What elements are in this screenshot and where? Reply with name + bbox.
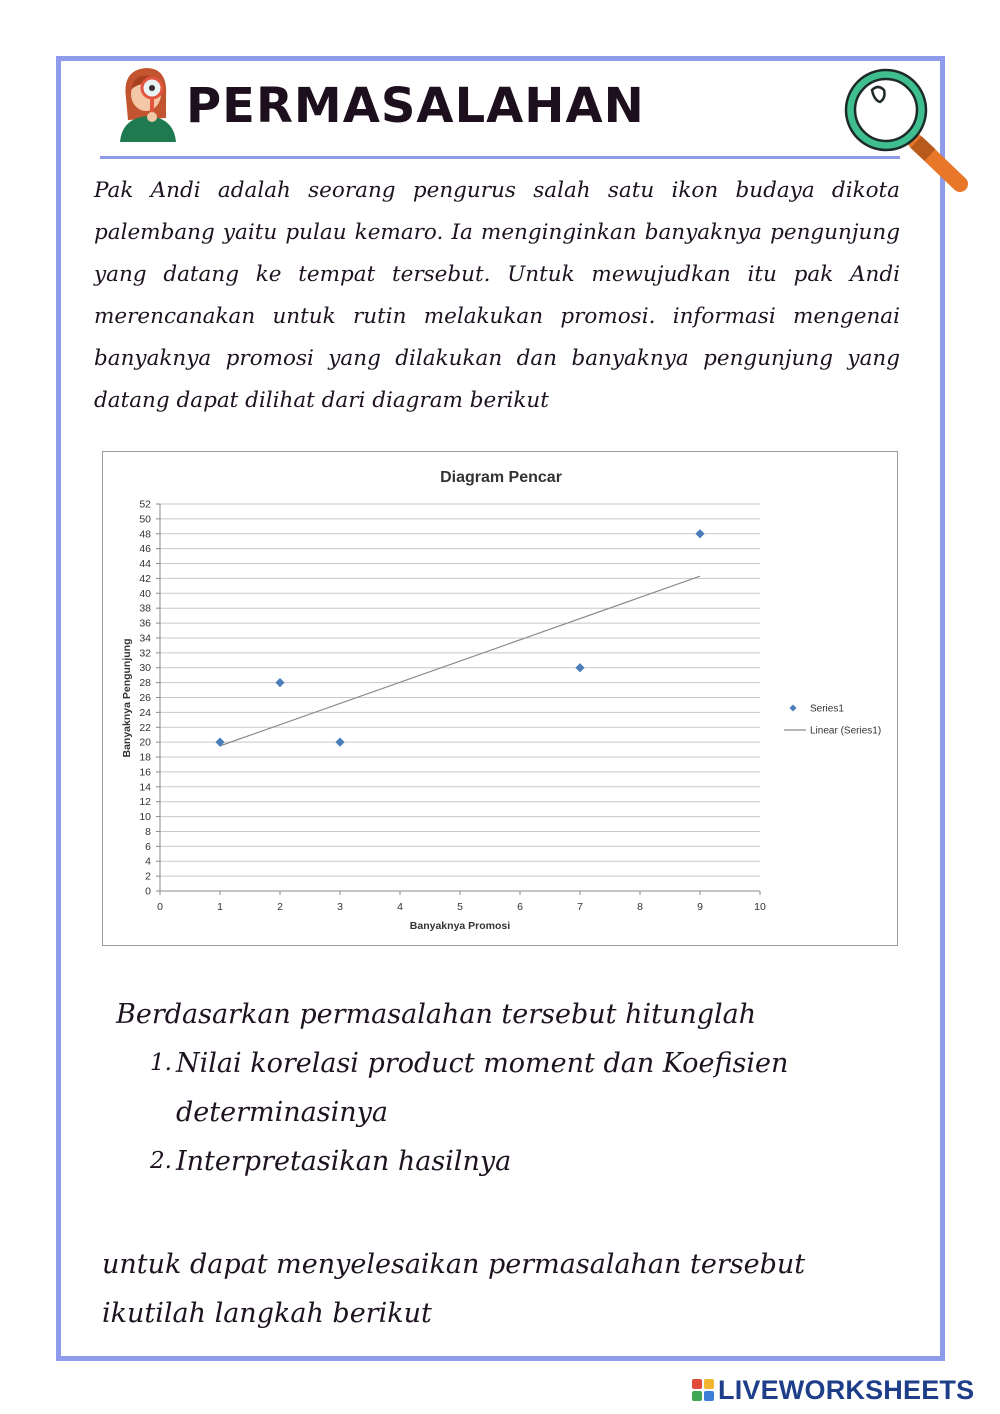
y-tick-label: 0 bbox=[145, 885, 151, 898]
x-tick-label: 6 bbox=[517, 901, 523, 913]
y-tick-label: 10 bbox=[139, 811, 151, 824]
y-tick-label: 30 bbox=[139, 662, 151, 675]
chart-canvas bbox=[103, 452, 899, 947]
legend-marker bbox=[790, 705, 797, 712]
y-tick-label: 50 bbox=[139, 513, 151, 526]
task-text: Nilai korelasi product moment dan Koefisien determinasinya bbox=[176, 1048, 789, 1128]
y-tick-label: 20 bbox=[139, 736, 151, 749]
x-tick-label: 3 bbox=[337, 901, 343, 913]
legend-label: Series1 bbox=[810, 703, 844, 715]
x-tick-label: 2 bbox=[277, 901, 283, 913]
x-tick-label: 4 bbox=[397, 901, 403, 913]
y-tick-label: 40 bbox=[139, 587, 151, 600]
y-tick-label: 14 bbox=[139, 781, 151, 794]
data-point bbox=[335, 738, 344, 747]
intro-paragraph: Pak Andi adalah seorang pengurus salah satu ikon budaya dikota palembang yaitu pulau kemaro. Ia menginginkan banyaknya pengunjung yang datang ke tempat tersebut. Untuk mewujudkan itu pak Andi merencanakan untuk rutin melakukan promosi. informasi mengenai banyaknya promosi yang dilakukan dan banyaknya pengunjung yang datang dapat dilihat dari diagram berikut bbox=[94, 178, 900, 413]
y-tick-label: 26 bbox=[139, 692, 151, 704]
closing-text: untuk dapat menyelesaikan permasalahan tersebut ikutilah langkah berikut bbox=[102, 1249, 806, 1329]
task-number: 1. bbox=[150, 1050, 172, 1076]
y-tick-label: 12 bbox=[139, 796, 151, 809]
legend-label: Linear (Series1) bbox=[810, 725, 882, 737]
y-tick-label: 48 bbox=[139, 528, 151, 541]
y-tick-label: 34 bbox=[139, 632, 151, 645]
y-tick-label: 4 bbox=[145, 855, 151, 868]
task-text: Interpretasikan hasilnya bbox=[176, 1146, 512, 1177]
task-item bbox=[150, 1137, 870, 1186]
y-tick-label: 28 bbox=[139, 677, 151, 690]
y-tick-label: 2 bbox=[145, 870, 151, 883]
x-tick-label: 10 bbox=[754, 901, 766, 913]
y-tick-label: 18 bbox=[139, 751, 151, 764]
data-point bbox=[215, 738, 224, 747]
y-tick-label: 38 bbox=[139, 602, 151, 615]
liveworksheets-logo[interactable] bbox=[692, 1374, 974, 1406]
y-tick-label: 52 bbox=[139, 498, 151, 511]
y-tick-label: 22 bbox=[139, 721, 151, 734]
y-tick-label: 46 bbox=[139, 543, 151, 556]
data-point bbox=[695, 529, 704, 538]
page-title: PERMASALAHAN bbox=[186, 78, 645, 134]
x-tick-label: 8 bbox=[637, 901, 643, 913]
y-tick-label: 36 bbox=[139, 617, 151, 630]
task-number: 2. bbox=[150, 1148, 172, 1174]
trendline bbox=[220, 576, 700, 746]
x-tick-label: 7 bbox=[577, 901, 583, 913]
x-tick-label: 1 bbox=[217, 901, 223, 913]
x-axis-label: Banyaknya Promosi bbox=[409, 920, 511, 932]
question-text: Berdasarkan permasalahan tersebut hitunglah bbox=[116, 999, 757, 1030]
data-point bbox=[575, 663, 584, 672]
chart-title: Diagram Pencar bbox=[440, 469, 562, 486]
y-tick-label: 44 bbox=[139, 558, 151, 571]
data-point bbox=[275, 678, 284, 687]
x-tick-label: 9 bbox=[697, 901, 703, 913]
y-tick-label: 6 bbox=[145, 840, 151, 853]
task-item bbox=[150, 1039, 870, 1137]
task-list bbox=[150, 1039, 870, 1186]
title-divider bbox=[100, 156, 900, 159]
logo-grid-icon bbox=[692, 1379, 714, 1401]
brand-name: LIVEWORKSHEETS bbox=[718, 1374, 975, 1405]
y-tick-label: 8 bbox=[145, 825, 151, 838]
x-tick-label: 5 bbox=[457, 901, 463, 913]
y-tick-label: 24 bbox=[139, 706, 151, 719]
y-tick-label: 32 bbox=[139, 647, 151, 660]
y-tick-label: 42 bbox=[139, 572, 151, 585]
girl-magnifier-icon bbox=[112, 62, 184, 142]
scatter-chart bbox=[102, 451, 898, 946]
x-tick-label: 0 bbox=[157, 901, 163, 913]
y-axis-label: Banyaknya Pengunjung bbox=[121, 638, 133, 758]
y-tick-label: 16 bbox=[139, 766, 151, 779]
